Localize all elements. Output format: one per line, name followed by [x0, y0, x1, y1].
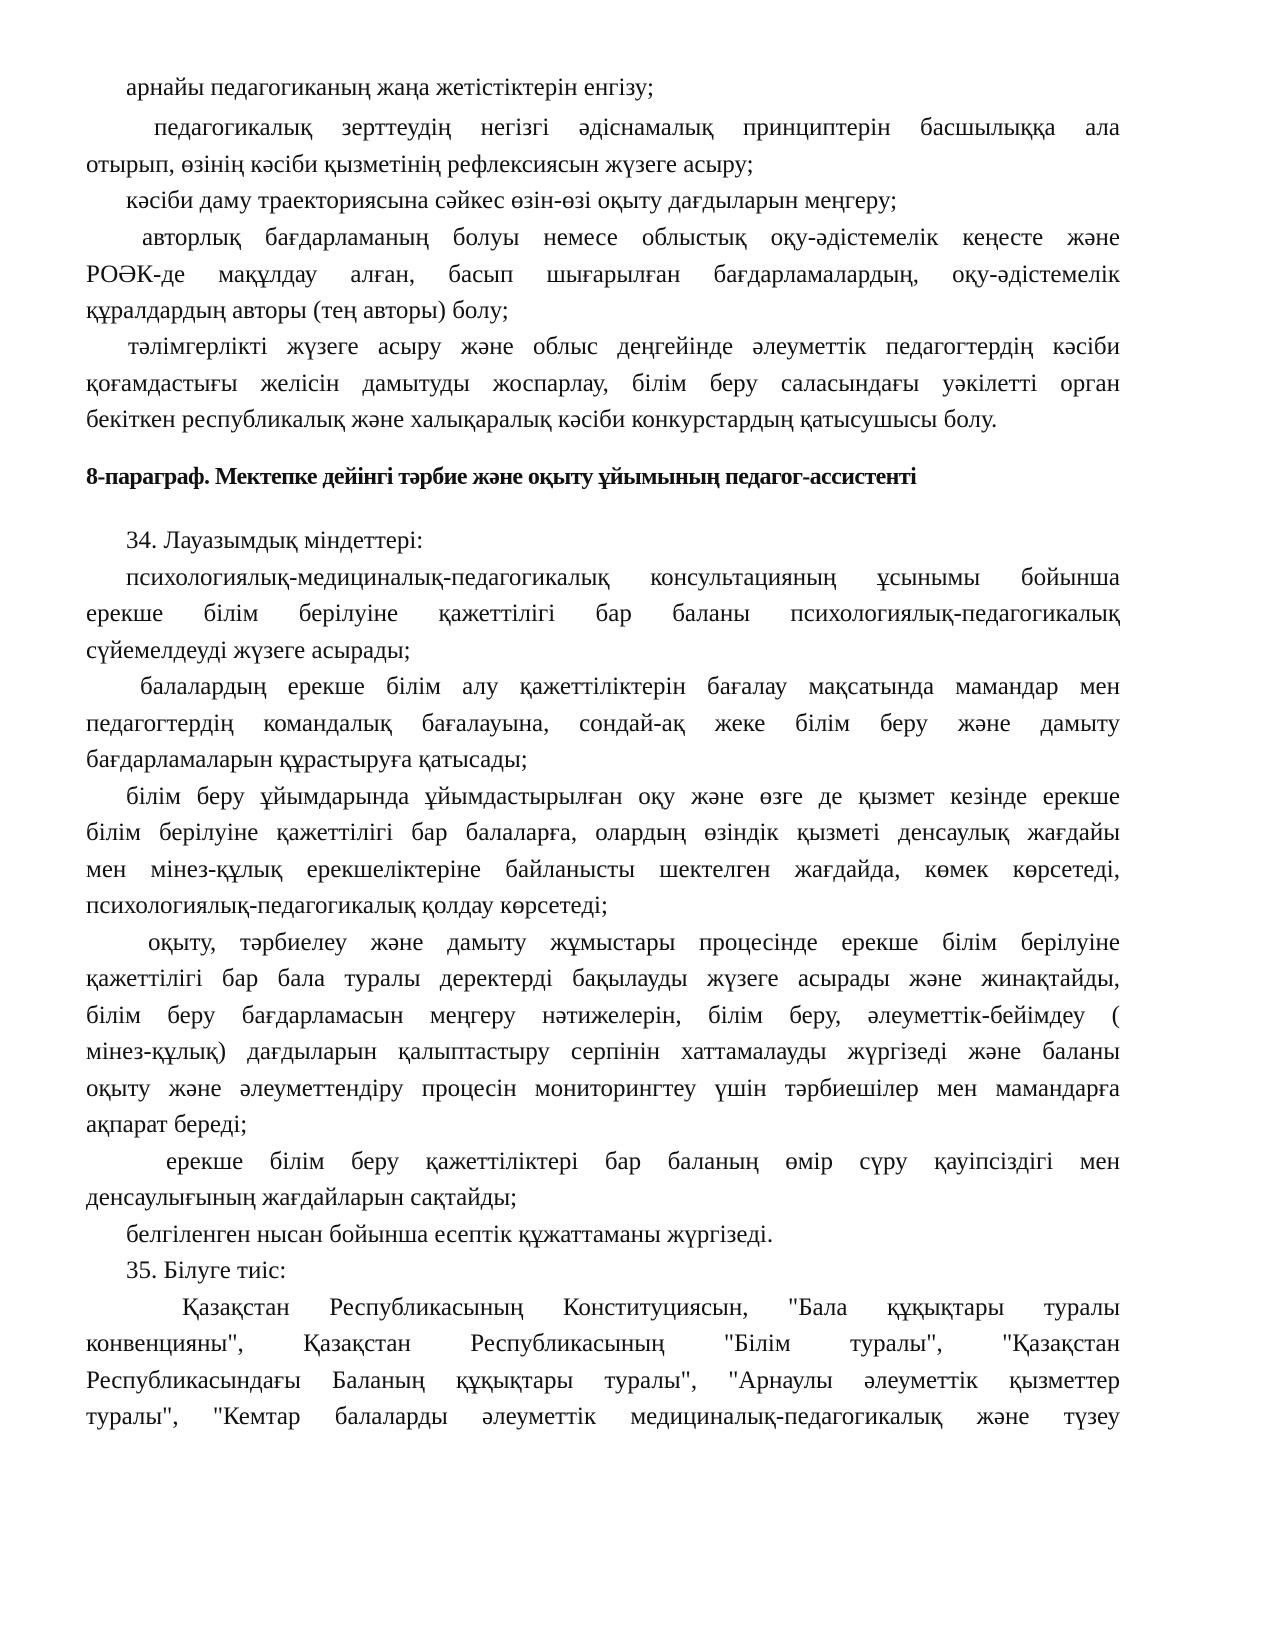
line-text: білім берілуіне қажеттілігі бар балаларға, олардың өзіндік қызметі денсаулық жағдайы	[86, 819, 1120, 846]
text-line	[86, 1292, 1120, 1324]
text-line	[86, 1365, 1120, 1397]
line-text: 35. Білуге тиіс:	[126, 1257, 287, 1284]
text-line	[86, 927, 1120, 959]
line-text: ерекше білім берілуіне қажеттілігі бар баланы психологиялық-педагогикалық	[86, 600, 1120, 627]
text-line	[86, 671, 1120, 703]
text-line	[86, 295, 1120, 327]
text-line	[86, 1401, 1120, 1433]
line-text: мінез-құлық) дағдыларын қалыптастыру серпінін хаттамалауды жүргізеді және баланы	[86, 1038, 1120, 1065]
text-line	[86, 817, 1120, 849]
line-text: авторлық бағдарламаның болуы немесе облыстық оқу-әдістемелік кеңесте және	[142, 224, 1120, 251]
line-text: балалардың ерекше білім алу қажеттіліктерін бағалау мақсатында мамандар мен	[140, 673, 1120, 700]
line-text: психологиялық-медициналық-педагогикалық консультацияның ұсынымы бойынша	[126, 564, 1120, 591]
text-line	[86, 1219, 1120, 1251]
line-text: қоғамдастығы желісін дамытуды жоспарлау, білім беру саласындағы уәкілетті орган	[86, 370, 1120, 397]
text-line	[86, 259, 1120, 291]
line-text: кәсіби даму траекториясына сәйкес өзін-өзі оқыту дағдыларын меңгеру;	[126, 187, 898, 214]
text-line	[86, 744, 1120, 776]
line-text: 34. Лауазымдық міндеттері:	[126, 527, 424, 554]
text-line	[86, 890, 1120, 922]
line-text: педагогтердің командалық бағалауына, сондай-ақ жеке білім беру және дамыту	[86, 710, 1120, 737]
section-heading	[86, 461, 1120, 493]
line-text: РОӘК-де мақұлдау алған, басып шығарылған бағдарламалардың, оқу-әдістемелік	[86, 261, 1120, 288]
text-line	[86, 222, 1120, 254]
text-line	[86, 562, 1120, 594]
line-text: Республикасындағы Баланың құқықтары туралы", "Арнаулы әлеуметтік қызметтер	[86, 1367, 1120, 1394]
line-text: педагогикалық зерттеудің негізгі әдіснамалық принциптерін басшылыққа ала	[154, 114, 1120, 141]
line-text: құралдардың авторы (тең авторы) болу;	[86, 297, 509, 324]
line-text: сүйемелдеуді жүзеге асырады;	[86, 637, 411, 664]
line-text: тәлімгерлікті жүзеге асыру және облыс деңгейінде әлеуметтік педагогтердің кәсіби	[128, 333, 1120, 360]
line-text: білім беру ұйымдарында ұйымдастырылған оқу және өзге де қызмет кезінде ерекше	[126, 783, 1120, 810]
text-line	[86, 854, 1120, 886]
line-text: Қазақстан Республикасының Конституциясын, "Бала құқықтары туралы	[182, 1294, 1120, 1321]
text-line	[86, 1182, 1120, 1214]
text-line	[86, 1036, 1120, 1068]
text-line	[86, 635, 1120, 667]
text-line	[86, 1000, 1120, 1032]
text-line	[86, 525, 1120, 557]
heading-text: 8-параграф. Мектепке дейінгі тәрбие және оқыту ұйымының педагог-ассистенті	[86, 464, 917, 490]
text-line	[86, 368, 1120, 400]
text-line	[86, 1073, 1120, 1105]
line-text: ерекше білім беру қажеттіліктері бар баланың өмір сүру қауіпсіздігі мен	[166, 1148, 1120, 1175]
text-line	[86, 72, 1120, 104]
line-text: қажеттілігі бар бала туралы деректерді бақылауды жүзеге асырады және жинақтайды,	[86, 965, 1120, 992]
line-text: денсаулығының жағдайларын сақтайды;	[86, 1184, 518, 1211]
text-line	[86, 112, 1120, 144]
text-line	[86, 1328, 1120, 1360]
line-text: арнайы педагогиканың жаңа жетістіктерін енгізу;	[126, 74, 654, 101]
line-text: туралы", "Кемтар балаларды әлеуметтік медициналық-педагогикалық және түзеу	[86, 1403, 1120, 1430]
line-text: психологиялық-педагогикалық қолдау көрсетеді;	[86, 892, 608, 919]
line-text: оқыту, тәрбиелеу және дамыту жұмыстары процесінде ерекше білім берілуіне	[148, 929, 1120, 956]
text-line	[86, 781, 1120, 813]
text-line	[86, 404, 1120, 436]
text-line	[86, 708, 1120, 740]
line-text: белгіленген нысан бойынша есептік құжаттаманы жүргізеді.	[126, 1221, 774, 1248]
text-line	[86, 185, 1120, 217]
line-text: мен мінез-құлық ерекшеліктеріне байланысты шектелген жағдайда, көмек көрсетеді,	[86, 856, 1120, 883]
text-line	[86, 1146, 1120, 1178]
text-line	[86, 1109, 1120, 1141]
line-text: отырып, өзінің кәсіби қызметінің рефлексиясын жүзеге асыру;	[86, 151, 754, 178]
text-line	[86, 963, 1120, 995]
line-text: конвенцияны", Қазақстан Республикасының "Білім туралы", "Қазақстан	[86, 1330, 1120, 1357]
text-line	[86, 149, 1120, 181]
text-line	[86, 1255, 1120, 1287]
text-line	[86, 331, 1120, 363]
text-line	[86, 598, 1120, 630]
line-text: бағдарламаларын құрастыруға қатысады;	[86, 746, 528, 773]
line-text: бекіткен республикалық және халықаралық кәсіби конкурстардың қатысушысы болу.	[86, 406, 998, 433]
line-text: білім беру бағдарламасын меңгеру нәтижелерін, білім беру, әлеуметтік-бейімдеу (	[86, 1002, 1120, 1029]
line-text: ақпарат береді;	[86, 1111, 248, 1138]
line-text: оқыту және әлеуметтендіру процесін мониторингтеу үшін тәрбиешілер мен мамандарға	[86, 1075, 1120, 1102]
